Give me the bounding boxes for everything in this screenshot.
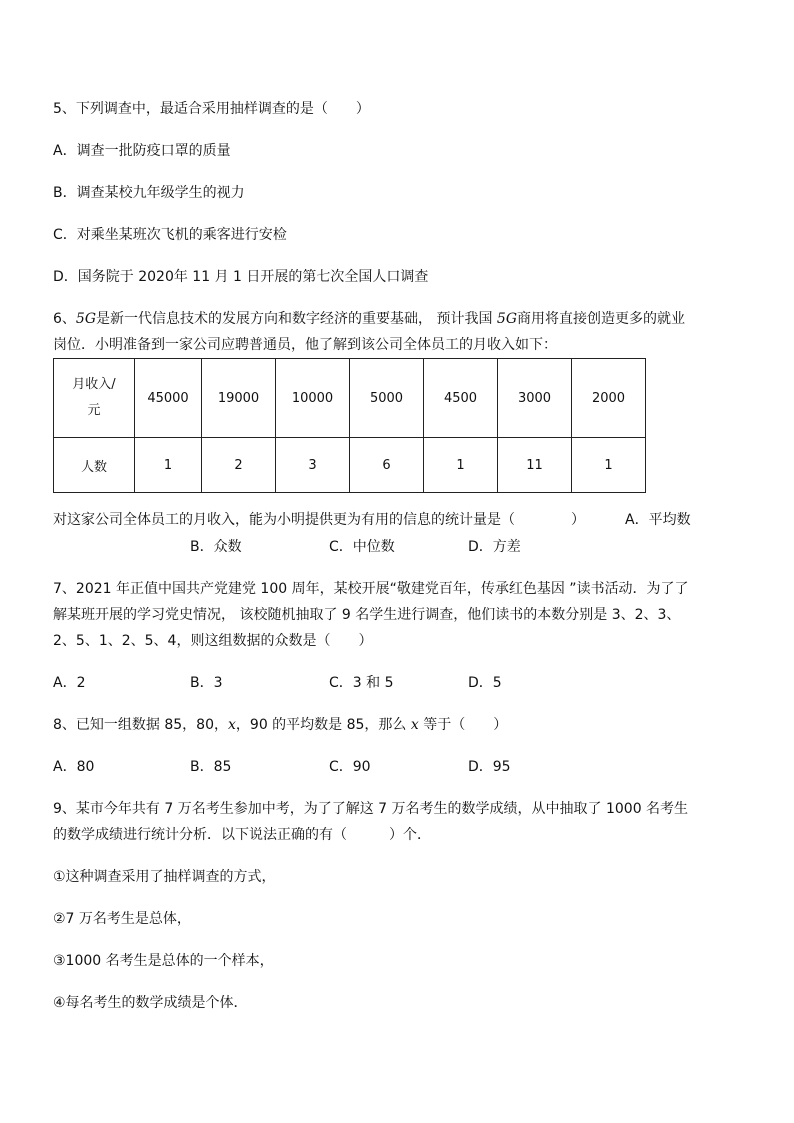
q8-variable: x <box>228 717 236 733</box>
q8-stem-a: 8、已知一组数据 85，80， <box>53 717 228 733</box>
q6-stem-line2: 岗位．小明准备到一家公司应聘普通员，他了解到该公司全体员工的月收入如下： <box>53 337 557 353</box>
q6-stem-text: 是新一代信息技术的发展方向和数字经济的重要基础， 预计我国 <box>96 311 497 327</box>
q8-variable-2: x <box>410 717 419 733</box>
q6-option-d: D．方差 <box>468 539 521 555</box>
count-row <box>54 438 646 493</box>
income-cell: 10000 <box>276 359 350 438</box>
income-cell: 45000 <box>135 359 202 438</box>
q7-stem-line1: 7、2021 年正值中国共产党建党 100 周年，某校开展“敬建党百年，传承红色基因 ”读书活动．为了了 <box>53 581 689 597</box>
q6-number: 6、 <box>53 311 76 327</box>
count-cell: 1 <box>572 438 646 493</box>
q6-5g-term-2: 5G <box>496 311 518 327</box>
q6-option-a: A．平均数 <box>625 512 691 528</box>
q5-option-d: D．国务院于 2020年 11 月 1 日开展的第七次全国人口调查 <box>53 269 429 285</box>
q8-option-b: B．85 <box>190 759 232 775</box>
income-header-cell <box>54 359 135 438</box>
q5-stem: 5、下列调查中，最适合采用抽样调查的是（ ） <box>53 101 370 117</box>
q5-option-c: C．对乘坐某班次飞机的乘客进行安检 <box>53 227 287 243</box>
q9-stem-line1: 9、某市今年共有 7 万名考生参加中考，为了了解这 7 万名考生的数学成绩，从中抽取了 1000 名考生 <box>53 801 689 817</box>
q6-option-b: B．众数 <box>190 539 242 555</box>
count-cell: 1 <box>135 438 202 493</box>
q5-option-b: B．调查某校九年级学生的视力 <box>53 185 245 201</box>
q8-stem-c: 等于（ ） <box>418 717 508 733</box>
q9-statement-4: ④每名考生的数学成绩是个体． <box>53 995 248 1011</box>
q9-statement-2: ②7 万名考生是总体， <box>53 911 191 927</box>
income-cell: 4500 <box>424 359 498 438</box>
q8-stem <box>53 715 507 735</box>
q6-stem-text-end: 商用将直接创造更多的就业 <box>517 311 686 327</box>
count-cell: 1 <box>424 438 498 493</box>
count-cell: 6 <box>350 438 424 493</box>
q9-statement-3: ③1000 名考生是总体的一个样本， <box>53 953 274 969</box>
count-cell: 11 <box>498 438 572 493</box>
q7-option-a: A．2 <box>53 675 86 691</box>
q7-option-c: C．3 和 5 <box>329 675 394 691</box>
income-cell: 19000 <box>202 359 276 438</box>
q9-stem-line2: 的数学成绩进行统计分析．以下说法正确的有（ ）个． <box>53 827 431 843</box>
q8-option-c: C．90 <box>329 759 371 775</box>
income-cell: 5000 <box>350 359 424 438</box>
q8-option-a: A．80 <box>53 759 95 775</box>
income-cell: 2000 <box>572 359 646 438</box>
q7-stem-line3: 2、5、1、2、5、4，则这组数据的众数是（ ） <box>53 633 373 649</box>
income-cell: 3000 <box>498 359 572 438</box>
count-header: 人数 <box>54 438 135 493</box>
income-row <box>54 359 646 438</box>
q8-option-d: D．95 <box>468 759 511 775</box>
income-header: 月收入/元 <box>72 377 116 418</box>
q7-stem-line2: 解某班开展的学习党史情况， 该校随机抽取了 9 名学生进行调查，他们读书的本数分别是 3、2、3、 <box>53 607 681 623</box>
count-cell: 2 <box>202 438 276 493</box>
q7-option-b: B．3 <box>190 675 223 691</box>
income-table <box>53 358 646 493</box>
q7-option-d: D．5 <box>468 675 502 691</box>
q9-statement-1: ①这种调查采用了抽样调查的方式， <box>53 869 276 885</box>
count-cell: 3 <box>276 438 350 493</box>
q8-stem-b: ，90 的平均数是 85，那么 <box>235 717 411 733</box>
q6-5g-term: 5G <box>75 311 97 327</box>
q5-option-a: A．调查一批防疫口罩的质量 <box>53 143 231 159</box>
q6-option-c: C．中位数 <box>329 539 395 555</box>
q6-ask: 对这家公司全体员工的月收入，能为小明提供更为有用的信息的统计量是（ ） <box>53 512 585 528</box>
q6-stem-line1 <box>53 309 685 329</box>
